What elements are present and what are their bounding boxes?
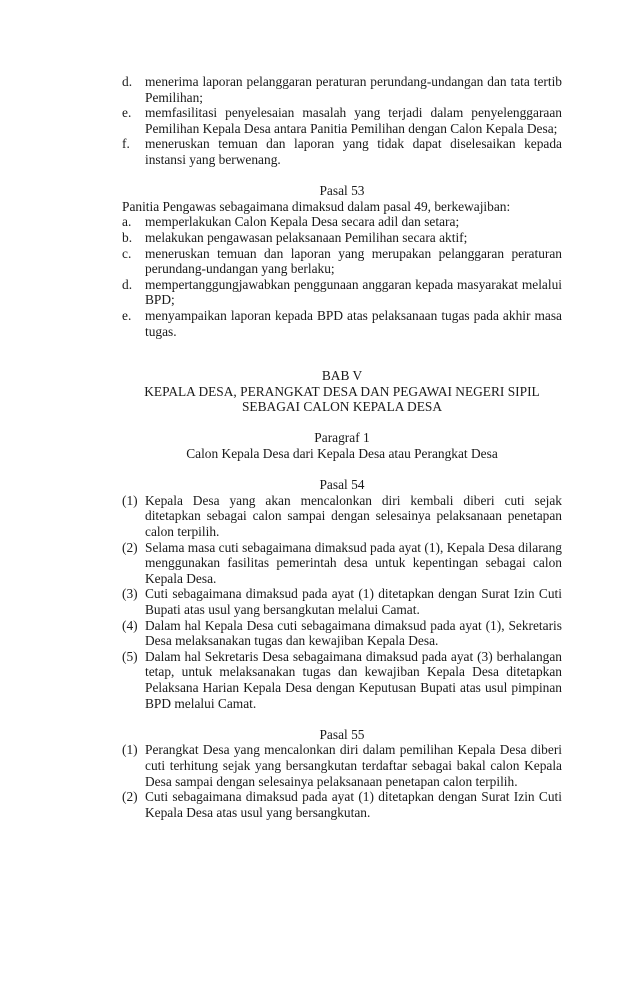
list-item bbox=[122, 586, 562, 617]
item-marker: c. bbox=[122, 245, 132, 261]
pasal54-list bbox=[122, 493, 562, 711]
list-item bbox=[122, 246, 562, 277]
item-text: menerima laporan pelanggaran peraturan perundang-undangan dan tata tertib Pemilihan; bbox=[145, 74, 562, 105]
item-text: memperlakukan Calon Kepala Desa secara adil dan setara; bbox=[145, 214, 460, 230]
pasal55-title: Pasal 55 bbox=[319, 726, 365, 742]
chapter-title-line2: SEBAGAI CALON KEPALA DESA bbox=[241, 399, 442, 415]
item-text: meneruskan temuan dan laporan yang tidak dapat diselesaikan kepada instansi yang berwenang. bbox=[145, 136, 562, 167]
item-text: Cuti sebagaimana dimaksud pada ayat (1) ditetapkan dengan Surat Izin Cuti Bupati atas usul yang bersangkutan melalui Camat. bbox=[145, 586, 562, 617]
item-marker: (2) bbox=[122, 539, 138, 555]
pasal53-title: Pasal 53 bbox=[319, 183, 365, 199]
item-marker: (1) bbox=[122, 742, 138, 758]
list-item bbox=[122, 493, 562, 540]
paragraf-number: Paragraf 1 bbox=[314, 430, 370, 446]
item-marker: (5) bbox=[122, 648, 138, 664]
item-marker: e. bbox=[122, 105, 132, 121]
item-text: menyampaikan laporan kepada BPD atas pelaksanaan tugas pada akhir masa tugas. bbox=[145, 307, 562, 339]
item-marker: d. bbox=[122, 74, 133, 89]
item-text: mempertanggungjawabkan penggunaan anggaran kepada masyarakat melalui BPD; bbox=[145, 276, 562, 308]
item-text: Perangkat Desa yang mencalonkan diri dalam pemilihan Kepala Desa diberi cuti terhitung sejak yang bersangkutan terdaftar sebagai bakal calon Kepala Desa sampai dengan selesainya pelaksanaan penetapan calon terpilih. bbox=[145, 742, 562, 789]
page-content bbox=[122, 74, 562, 820]
pasal53-intro: Panitia Pengawas sebagaimana dimaksud dalam pasal 49, berkewajiban: bbox=[122, 198, 511, 214]
chapter-number: BAB V bbox=[321, 368, 363, 384]
list-item bbox=[122, 649, 562, 711]
item-marker: (2) bbox=[122, 789, 138, 805]
list-item bbox=[122, 277, 562, 308]
item-marker: b. bbox=[122, 229, 133, 245]
pasal53-list bbox=[122, 214, 562, 339]
item-text: Dalam hal Sekretaris Desa sebagaimana dimaksud pada ayat (3) berhalangan tetap, untuk melaksanakan tugas dan kewajiban Kepala Desa ditetapkan Pelaksana Harian Kepala Desa dengan Keputusan Bupati atas usul pimpinan BPD melalui Camat. bbox=[145, 648, 562, 711]
list-item bbox=[122, 789, 562, 820]
pasal52-continued-list bbox=[122, 74, 562, 168]
item-marker: e. bbox=[122, 307, 132, 323]
list-item bbox=[122, 742, 562, 789]
item-marker: f. bbox=[122, 136, 130, 152]
item-text: Selama masa cuti sebagaimana dimaksud pada ayat (1), Kepala Desa dilarang menggunakan fasilitas pemerintah desa untuk kepentingan sebagai calon Kepala Desa. bbox=[145, 539, 562, 586]
item-text: Dalam hal Kepala Desa cuti sebagaimana dimaksud pada ayat (1), Sekretaris Desa melaksanakan tugas dan kewajiban Kepala Desa. bbox=[145, 617, 562, 649]
pasal54-title: Pasal 54 bbox=[319, 477, 365, 493]
list-item bbox=[122, 214, 562, 230]
list-item bbox=[122, 618, 562, 649]
list-item bbox=[122, 74, 562, 105]
item-marker: (1) bbox=[122, 492, 138, 508]
item-text: meneruskan temuan dan laporan yang merupakan pelanggaran peraturan perundang-undangan yang berlaku; bbox=[145, 245, 562, 277]
item-text: Cuti sebagaimana dimaksud pada ayat (1) ditetapkan dengan Surat Izin Cuti Kepala Desa atas usul yang bersangkutan. bbox=[145, 789, 562, 820]
list-item bbox=[122, 308, 562, 339]
item-text: memfasilitasi penyelesaian masalah yang terjadi dalam penyelenggaraan Pemilihan Kepala Desa antara Panitia Pemilihan dengan Calon Kepala Desa; bbox=[145, 105, 562, 136]
item-marker: (4) bbox=[122, 617, 138, 633]
item-marker: d. bbox=[122, 276, 133, 292]
chapter-title-line1: KEPALA DESA, PERANGKAT DESA DAN PEGAWAI NEGERI SIPIL bbox=[144, 383, 540, 399]
list-item bbox=[122, 136, 562, 167]
list-item bbox=[122, 540, 562, 587]
item-text: melakukan pengawasan pelaksanaan Pemilihan secara aktif; bbox=[145, 229, 468, 245]
paragraf-title: Calon Kepala Desa dari Kepala Desa atau Perangkat Desa bbox=[186, 446, 498, 462]
item-marker: a. bbox=[122, 214, 132, 230]
pasal55-list bbox=[122, 742, 562, 820]
list-item bbox=[122, 105, 562, 136]
item-text: Kepala Desa yang akan mencalonkan diri kembali diberi cuti sejak ditetapkan sebagai calon sampai dengan selesainya pelaksanaan penetapan calon terpilih. bbox=[145, 492, 562, 540]
item-marker: (3) bbox=[122, 586, 138, 602]
list-item bbox=[122, 230, 562, 246]
